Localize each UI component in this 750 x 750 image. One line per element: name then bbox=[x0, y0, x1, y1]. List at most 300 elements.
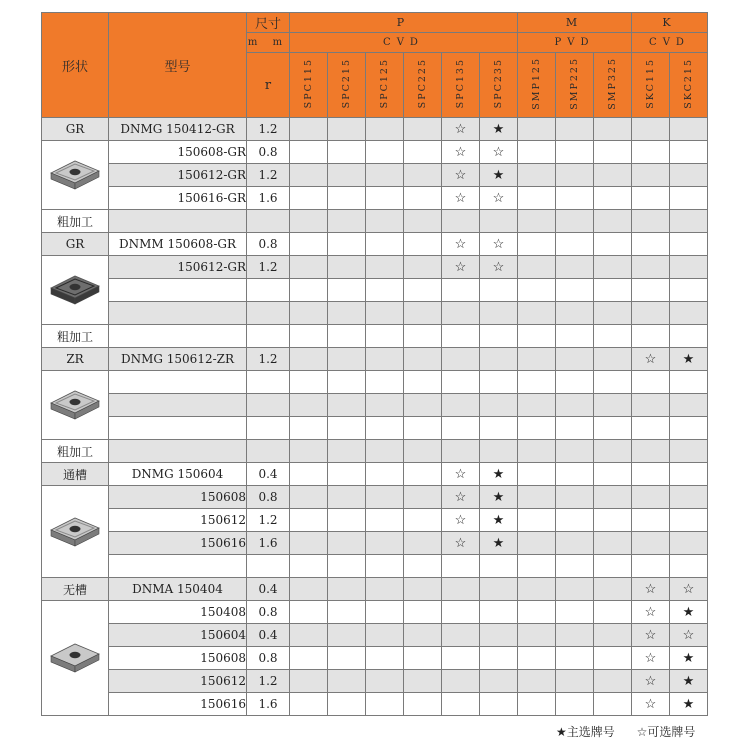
header-model: 型号 bbox=[109, 13, 247, 118]
grade-cell bbox=[632, 187, 670, 210]
grade-cell bbox=[594, 601, 632, 624]
grade-cell bbox=[366, 463, 404, 486]
grade-cell bbox=[404, 256, 442, 279]
empty-cell bbox=[594, 210, 632, 233]
grade-header bbox=[290, 53, 328, 118]
grade-cell bbox=[290, 647, 328, 670]
grade-cell bbox=[366, 670, 404, 693]
primary-grade-mark: ★ bbox=[480, 118, 518, 141]
radius-cell: 0.4 bbox=[247, 463, 290, 486]
grade-cell bbox=[290, 233, 328, 256]
grade-label: SKC215 bbox=[683, 57, 694, 109]
model-cell bbox=[109, 302, 247, 325]
model-cell bbox=[109, 394, 247, 417]
grade-cell bbox=[632, 256, 670, 279]
grade-cell bbox=[670, 164, 708, 187]
header-group-m: M bbox=[518, 13, 632, 33]
radius-cell: 0.8 bbox=[247, 647, 290, 670]
insert-icon bbox=[42, 156, 108, 194]
primary-grade-mark: ★ bbox=[480, 164, 518, 187]
grade-cell bbox=[518, 118, 556, 141]
grade-cell bbox=[594, 256, 632, 279]
grade-cell bbox=[556, 371, 594, 394]
grade-cell bbox=[328, 417, 366, 440]
grade-cell bbox=[290, 624, 328, 647]
optional-grade-mark: ☆ bbox=[442, 118, 480, 141]
empty-cell bbox=[404, 210, 442, 233]
grade-cell bbox=[632, 555, 670, 578]
grade-cell bbox=[442, 578, 480, 601]
grade-cell bbox=[556, 486, 594, 509]
grade-cell bbox=[328, 118, 366, 141]
radius-cell bbox=[247, 394, 290, 417]
optional-grade-mark: ☆ bbox=[442, 164, 480, 187]
grade-cell bbox=[366, 647, 404, 670]
grade-label: SMP325 bbox=[607, 56, 618, 110]
grade-cell bbox=[404, 486, 442, 509]
empty-cell bbox=[109, 210, 247, 233]
grade-cell bbox=[670, 118, 708, 141]
grade-cell bbox=[518, 279, 556, 302]
grade-cell bbox=[632, 532, 670, 555]
empty-cell bbox=[518, 210, 556, 233]
empty-cell bbox=[632, 325, 670, 348]
grade-cell bbox=[670, 463, 708, 486]
legend-primary: ★主选牌号 bbox=[556, 725, 615, 739]
grade-cell bbox=[366, 141, 404, 164]
empty-cell bbox=[290, 210, 328, 233]
grade-cell bbox=[442, 348, 480, 371]
empty-cell bbox=[366, 440, 404, 463]
grade-cell bbox=[328, 348, 366, 371]
table-row bbox=[42, 601, 708, 624]
empty-cell bbox=[109, 325, 247, 348]
grade-cell bbox=[518, 693, 556, 716]
grade-cell bbox=[594, 118, 632, 141]
grade-cell bbox=[290, 509, 328, 532]
grade-cell bbox=[366, 486, 404, 509]
grade-cell bbox=[404, 118, 442, 141]
grade-cell bbox=[670, 417, 708, 440]
model-cell: 150616 bbox=[109, 532, 247, 555]
grade-cell bbox=[328, 233, 366, 256]
empty-cell bbox=[556, 210, 594, 233]
grade-cell bbox=[480, 578, 518, 601]
grade-cell bbox=[518, 371, 556, 394]
empty-cell bbox=[366, 210, 404, 233]
empty-cell bbox=[404, 325, 442, 348]
grade-cell bbox=[366, 693, 404, 716]
grade-cell bbox=[328, 187, 366, 210]
radius-cell: 1.6 bbox=[247, 532, 290, 555]
radius-cell bbox=[247, 417, 290, 440]
radius-cell: 0.4 bbox=[247, 578, 290, 601]
table-row bbox=[42, 509, 708, 532]
grade-cell bbox=[556, 141, 594, 164]
grade-cell bbox=[594, 578, 632, 601]
grade-cell bbox=[518, 141, 556, 164]
model-cell: 150612-GR bbox=[109, 256, 247, 279]
grade-cell bbox=[404, 601, 442, 624]
optional-grade-mark: ☆ bbox=[442, 486, 480, 509]
empty-cell bbox=[290, 440, 328, 463]
primary-grade-mark: ★ bbox=[670, 647, 708, 670]
primary-grade-mark: ★ bbox=[480, 532, 518, 555]
grade-cell bbox=[366, 279, 404, 302]
optional-grade-mark: ☆ bbox=[480, 187, 518, 210]
grade-cell bbox=[328, 555, 366, 578]
insert-image-cell bbox=[42, 256, 109, 325]
grade-cell bbox=[366, 233, 404, 256]
grade-cell bbox=[480, 601, 518, 624]
grade-cell bbox=[594, 624, 632, 647]
radius-cell: 0.8 bbox=[247, 601, 290, 624]
grade-cell bbox=[366, 187, 404, 210]
primary-grade-mark: ★ bbox=[670, 601, 708, 624]
table-row bbox=[42, 325, 708, 348]
model-cell: 150408 bbox=[109, 601, 247, 624]
grade-cell bbox=[670, 394, 708, 417]
radius-cell: 1.2 bbox=[247, 118, 290, 141]
grade-header bbox=[480, 53, 518, 118]
grade-cell bbox=[670, 141, 708, 164]
grade-cell bbox=[518, 394, 556, 417]
table-row bbox=[42, 118, 708, 141]
grade-cell bbox=[404, 555, 442, 578]
header-radius: r bbox=[247, 53, 290, 118]
grade-cell bbox=[404, 578, 442, 601]
radius-cell bbox=[247, 555, 290, 578]
primary-grade-mark: ★ bbox=[670, 670, 708, 693]
grade-cell bbox=[290, 348, 328, 371]
grade-cell bbox=[632, 164, 670, 187]
model-cell: 150612 bbox=[109, 509, 247, 532]
empty-cell bbox=[247, 210, 290, 233]
table-row bbox=[42, 647, 708, 670]
primary-grade-mark: ★ bbox=[670, 693, 708, 716]
primary-grade-mark: ★ bbox=[480, 509, 518, 532]
grade-cell bbox=[556, 164, 594, 187]
grade-cell bbox=[556, 348, 594, 371]
grade-cell bbox=[328, 164, 366, 187]
radius-cell: 0.8 bbox=[247, 233, 290, 256]
grade-cell bbox=[290, 463, 328, 486]
grade-cell bbox=[366, 394, 404, 417]
model-cell: 150616 bbox=[109, 693, 247, 716]
model-cell bbox=[109, 417, 247, 440]
table-row bbox=[42, 371, 708, 394]
grade-cell bbox=[518, 555, 556, 578]
radius-cell: 1.2 bbox=[247, 348, 290, 371]
grade-cell bbox=[328, 256, 366, 279]
grade-cell bbox=[366, 118, 404, 141]
grade-cell bbox=[290, 279, 328, 302]
grade-cell bbox=[556, 187, 594, 210]
grade-header bbox=[442, 53, 480, 118]
grade-cell bbox=[290, 670, 328, 693]
grade-cell bbox=[670, 509, 708, 532]
grade-cell bbox=[328, 601, 366, 624]
empty-cell bbox=[632, 210, 670, 233]
section-label: GR bbox=[42, 233, 109, 256]
grade-cell bbox=[442, 371, 480, 394]
grade-cell bbox=[404, 279, 442, 302]
grade-cell bbox=[328, 693, 366, 716]
shape-label-cell: 粗加工 bbox=[42, 440, 109, 463]
grade-cell bbox=[556, 624, 594, 647]
grade-header bbox=[518, 53, 556, 118]
model-cell: 150604 bbox=[109, 624, 247, 647]
grade-cell bbox=[328, 279, 366, 302]
grade-cell bbox=[556, 555, 594, 578]
grade-cell bbox=[518, 256, 556, 279]
grade-cell bbox=[328, 463, 366, 486]
grade-cell bbox=[366, 509, 404, 532]
grade-cell bbox=[556, 233, 594, 256]
empty-cell bbox=[442, 325, 480, 348]
table-row bbox=[42, 693, 708, 716]
model-cell bbox=[109, 371, 247, 394]
grade-cell bbox=[328, 486, 366, 509]
model-cell bbox=[109, 555, 247, 578]
optional-grade-mark: ☆ bbox=[442, 256, 480, 279]
grade-cell bbox=[670, 486, 708, 509]
legend bbox=[556, 723, 713, 740]
table-row bbox=[42, 233, 708, 256]
grade-cell bbox=[670, 302, 708, 325]
grade-cell bbox=[518, 348, 556, 371]
header-shape: 形状 bbox=[42, 13, 109, 118]
model-cell: DNMM 150608-GR bbox=[109, 233, 247, 256]
radius-cell: 0.8 bbox=[247, 141, 290, 164]
grade-cell bbox=[594, 348, 632, 371]
grade-cell bbox=[556, 256, 594, 279]
empty-cell bbox=[442, 210, 480, 233]
insert-image-cell bbox=[42, 486, 109, 578]
grade-cell bbox=[404, 348, 442, 371]
grade-cell bbox=[366, 532, 404, 555]
grade-cell bbox=[556, 601, 594, 624]
optional-grade-mark: ☆ bbox=[480, 141, 518, 164]
grade-cell bbox=[556, 670, 594, 693]
grade-cell bbox=[594, 394, 632, 417]
empty-cell bbox=[442, 440, 480, 463]
grade-cell bbox=[518, 578, 556, 601]
grade-cell bbox=[518, 233, 556, 256]
grade-cell bbox=[404, 670, 442, 693]
optional-grade-mark: ☆ bbox=[632, 647, 670, 670]
primary-grade-mark: ★ bbox=[480, 486, 518, 509]
grade-cell bbox=[366, 256, 404, 279]
grade-cell bbox=[328, 141, 366, 164]
grade-cell bbox=[518, 624, 556, 647]
section-label: 无槽 bbox=[42, 578, 109, 601]
grade-cell bbox=[670, 256, 708, 279]
table-row bbox=[42, 348, 708, 371]
insert-icon bbox=[42, 386, 108, 424]
table-row bbox=[42, 302, 708, 325]
empty-cell bbox=[247, 440, 290, 463]
grade-cell bbox=[556, 394, 594, 417]
empty-cell bbox=[670, 325, 708, 348]
grade-header bbox=[328, 53, 366, 118]
grade-cell bbox=[594, 532, 632, 555]
grade-cell bbox=[594, 509, 632, 532]
grade-cell bbox=[366, 164, 404, 187]
grade-cell bbox=[328, 532, 366, 555]
optional-grade-mark: ☆ bbox=[670, 578, 708, 601]
grade-cell bbox=[518, 187, 556, 210]
grade-cell bbox=[480, 624, 518, 647]
grade-cell bbox=[556, 302, 594, 325]
empty-cell bbox=[247, 325, 290, 348]
grade-cell bbox=[518, 601, 556, 624]
grade-cell bbox=[594, 371, 632, 394]
model-cell: 150608-GR bbox=[109, 141, 247, 164]
grade-header bbox=[670, 53, 708, 118]
grade-cell bbox=[632, 417, 670, 440]
grade-cell bbox=[632, 486, 670, 509]
grade-cell bbox=[404, 394, 442, 417]
grade-cell bbox=[328, 624, 366, 647]
shape-label-cell: 粗加工 bbox=[42, 325, 109, 348]
insert-icon bbox=[42, 513, 108, 551]
header-coating-p: CVD bbox=[290, 33, 518, 53]
grade-cell bbox=[632, 509, 670, 532]
grade-cell bbox=[670, 371, 708, 394]
grade-label: SKC115 bbox=[645, 57, 656, 109]
grade-cell bbox=[290, 187, 328, 210]
grade-cell bbox=[556, 693, 594, 716]
table-header bbox=[42, 13, 708, 118]
model-cell: 150616-GR bbox=[109, 187, 247, 210]
grade-cell bbox=[290, 141, 328, 164]
grade-cell bbox=[556, 578, 594, 601]
empty-cell bbox=[670, 440, 708, 463]
radius-cell: 1.2 bbox=[247, 670, 290, 693]
table-row bbox=[42, 670, 708, 693]
radius-cell bbox=[247, 371, 290, 394]
grade-cell bbox=[594, 302, 632, 325]
grade-cell bbox=[404, 509, 442, 532]
grade-cell bbox=[328, 394, 366, 417]
grade-cell bbox=[480, 279, 518, 302]
grade-label: SPC135 bbox=[455, 57, 466, 109]
grade-cell bbox=[442, 670, 480, 693]
grade-cell bbox=[632, 371, 670, 394]
optional-grade-mark: ☆ bbox=[442, 233, 480, 256]
radius-cell: 1.2 bbox=[247, 164, 290, 187]
header-size: 尺寸 bbox=[247, 13, 290, 33]
grade-cell bbox=[632, 302, 670, 325]
empty-cell bbox=[556, 440, 594, 463]
insert-icon bbox=[42, 639, 108, 677]
grade-cell bbox=[632, 118, 670, 141]
empty-cell bbox=[632, 440, 670, 463]
grade-cell bbox=[632, 141, 670, 164]
radius-cell: 1.2 bbox=[247, 509, 290, 532]
grade-cell bbox=[328, 647, 366, 670]
optional-grade-mark: ☆ bbox=[632, 693, 670, 716]
empty-cell bbox=[328, 325, 366, 348]
grade-cell bbox=[404, 693, 442, 716]
grade-cell bbox=[404, 463, 442, 486]
grade-cell bbox=[366, 417, 404, 440]
optional-grade-mark: ☆ bbox=[670, 624, 708, 647]
empty-cell bbox=[594, 440, 632, 463]
optional-grade-mark: ☆ bbox=[632, 601, 670, 624]
grade-cell bbox=[404, 302, 442, 325]
grade-cell bbox=[290, 486, 328, 509]
grade-cell bbox=[518, 463, 556, 486]
grade-cell bbox=[290, 164, 328, 187]
table-row bbox=[42, 210, 708, 233]
grade-label: SPC115 bbox=[303, 57, 314, 109]
radius-cell bbox=[247, 279, 290, 302]
grade-cell bbox=[290, 555, 328, 578]
grade-cell bbox=[404, 371, 442, 394]
grade-cell bbox=[404, 532, 442, 555]
primary-grade-mark: ★ bbox=[670, 348, 708, 371]
grade-cell bbox=[442, 279, 480, 302]
grade-cell bbox=[594, 141, 632, 164]
table-row bbox=[42, 417, 708, 440]
grade-cell bbox=[480, 647, 518, 670]
grade-cell bbox=[518, 164, 556, 187]
optional-grade-mark: ☆ bbox=[442, 532, 480, 555]
table-row bbox=[42, 141, 708, 164]
radius-cell: 1.6 bbox=[247, 187, 290, 210]
model-cell: DNMG 150604 bbox=[109, 463, 247, 486]
table-row bbox=[42, 394, 708, 417]
radius-cell: 0.8 bbox=[247, 486, 290, 509]
table-row bbox=[42, 486, 708, 509]
empty-cell bbox=[556, 325, 594, 348]
grade-cell bbox=[366, 555, 404, 578]
optional-grade-mark: ☆ bbox=[632, 348, 670, 371]
header-coating-m: PVD bbox=[518, 33, 632, 53]
optional-grade-mark: ☆ bbox=[442, 187, 480, 210]
grade-cell bbox=[404, 624, 442, 647]
table-row bbox=[42, 578, 708, 601]
grade-cell bbox=[556, 532, 594, 555]
grade-header bbox=[632, 53, 670, 118]
section-label: ZR bbox=[42, 348, 109, 371]
table-row bbox=[42, 164, 708, 187]
grade-cell bbox=[632, 463, 670, 486]
grade-cell bbox=[594, 647, 632, 670]
grade-cell bbox=[556, 463, 594, 486]
grade-header bbox=[404, 53, 442, 118]
empty-cell bbox=[518, 325, 556, 348]
grade-cell bbox=[328, 509, 366, 532]
model-cell: 150612-GR bbox=[109, 164, 247, 187]
grade-cell bbox=[366, 371, 404, 394]
grade-cell bbox=[366, 348, 404, 371]
grade-label: SPC215 bbox=[341, 57, 352, 109]
grade-cell bbox=[594, 693, 632, 716]
grade-cell bbox=[328, 371, 366, 394]
empty-cell bbox=[480, 440, 518, 463]
radius-cell: 0.4 bbox=[247, 624, 290, 647]
grade-cell bbox=[328, 578, 366, 601]
section-label: 通槽 bbox=[42, 463, 109, 486]
model-cell: 150608 bbox=[109, 647, 247, 670]
grade-cell bbox=[290, 394, 328, 417]
grade-cell bbox=[670, 233, 708, 256]
grade-cell bbox=[366, 624, 404, 647]
grade-cell bbox=[518, 486, 556, 509]
